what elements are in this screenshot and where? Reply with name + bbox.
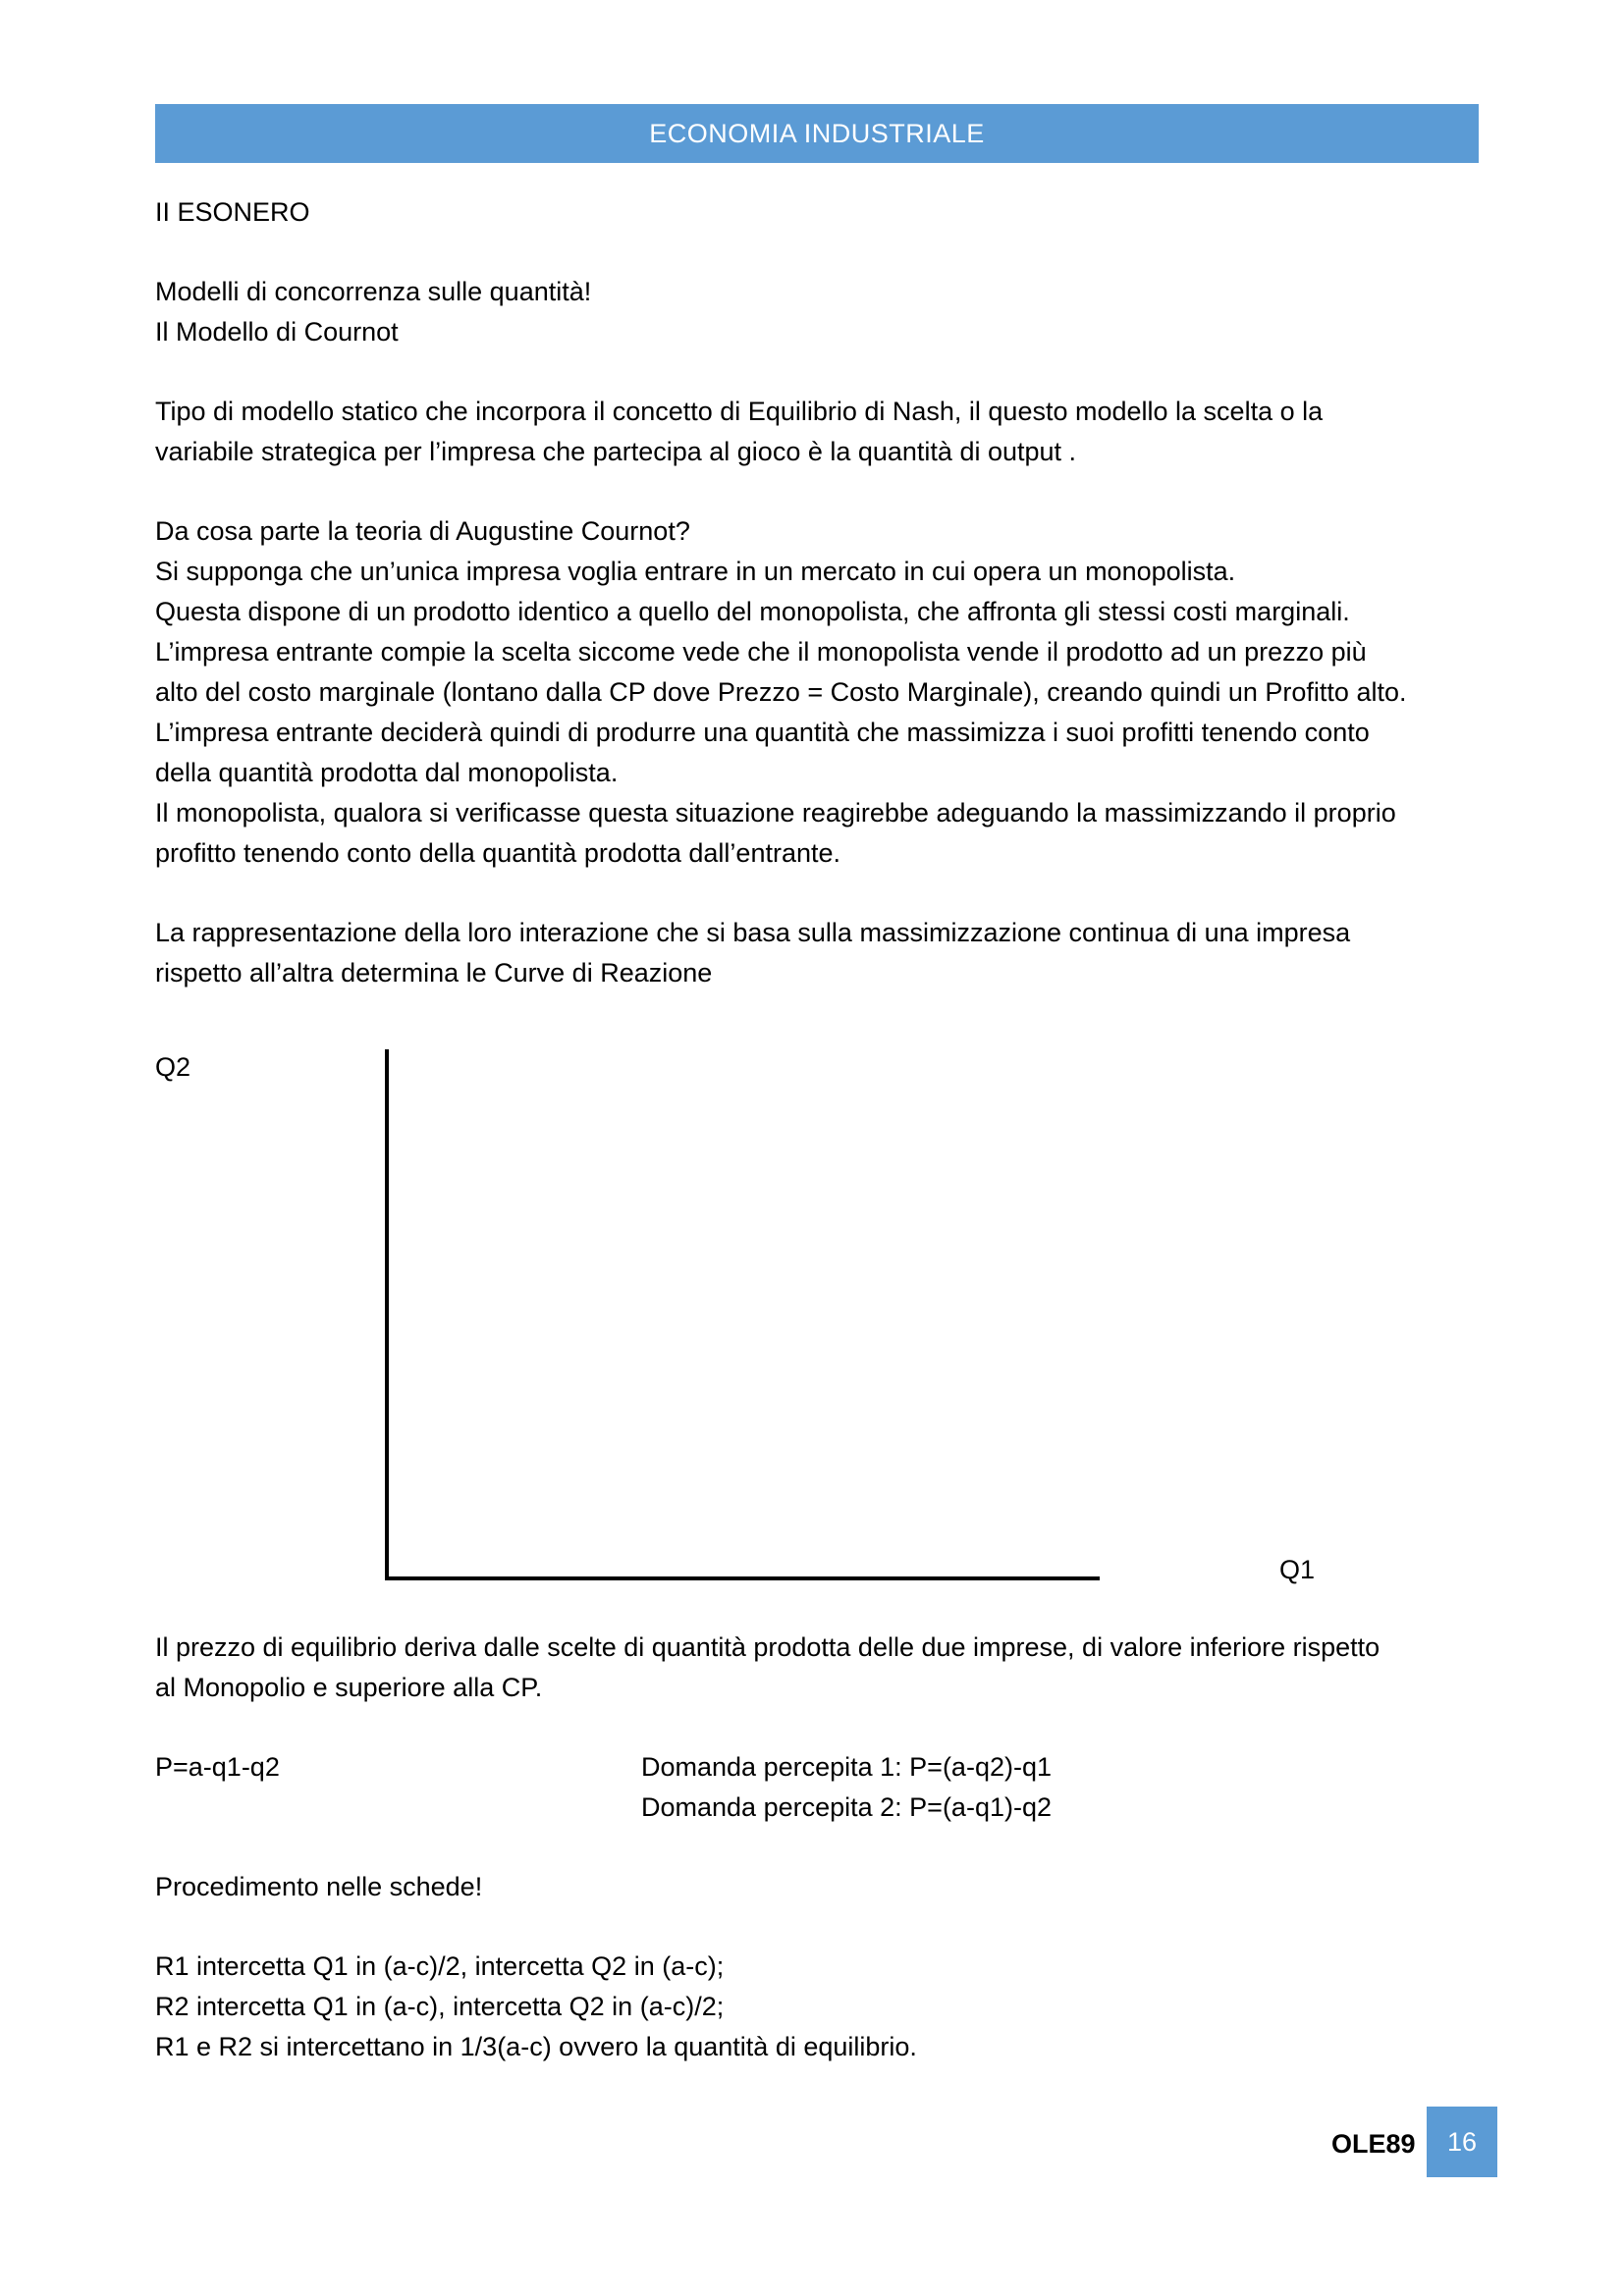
intercept-line: R1 intercetta Q1 in (a-c)/2, intercetta Q2 in (a-c);	[155, 1951, 725, 1981]
theory-line: Si supponga che un’unica impresa voglia entrare in un mercato in cui opera un monopolista.	[155, 557, 1236, 586]
theory-line: alto del costo marginale (lontano dalla CP dove Prezzo = Costo Marginale), creando quindi un Profitto alto.	[155, 677, 1407, 707]
theory-line: L’impresa entrante compie la scelta siccome vede che il monopolista vende il prodotto ad un prezzo più	[155, 637, 1367, 667]
perceived-demand-1: Domanda percepita 1: P=(a-q2)-q1	[641, 1752, 1052, 1782]
intercept-line: R1 e R2 si intercettano in 1/3(a-c) ovvero la quantità di equilibrio.	[155, 2032, 917, 2061]
page-header: ECONOMIA INDUSTRIALE	[155, 104, 1479, 163]
reaction-curve-graph	[155, 993, 1490, 1628]
spacer	[155, 1828, 1490, 1867]
equilibrium-paragraph-line: Il prezzo di equilibrio deriva dalle scelte di quantità prodotta delle due imprese, di valore inferiore rispetto	[155, 1632, 1380, 1662]
model-title: Il Modello di Cournot	[155, 317, 399, 347]
intercept-line: R2 intercetta Q1 in (a-c), intercetta Q2 in (a-c)/2;	[155, 1992, 725, 2021]
theory-line: Da cosa parte la teoria di Augustine Cournot?	[155, 516, 690, 546]
price-formula: P=a-q1-q2	[155, 1752, 280, 1782]
theory-line: della quantità prodotta dal monopolista.	[155, 758, 619, 787]
procedure-note: Procedimento nelle schede!	[155, 1872, 483, 1901]
theory-line: Questa dispone di un prodotto identico a quello del monopolista, che affronta gli stessi costi marginali.	[155, 597, 1350, 626]
spacer	[155, 233, 1490, 272]
footer-brand: OLE89	[1331, 2129, 1416, 2159]
spacer	[155, 1708, 1490, 1747]
section-heading: II ESONERO	[155, 197, 310, 227]
perceived-demand-2: Domanda percepita 2: P=(a-q1)-q2	[641, 1792, 1052, 1822]
spacer	[155, 874, 1490, 913]
theory-line: profitto tenendo conto della quantità prodotta dall’entrante.	[155, 838, 841, 868]
intro-paragraph-line: Tipo di modello statico che incorpora il concetto di Equilibrio di Nash, il questo modello la scelta o la	[155, 397, 1324, 426]
page-content	[155, 192, 1490, 2067]
intro-paragraph-line: variabile strategica per l’impresa che partecipa al gioco è la quantità di output .	[155, 437, 1077, 466]
section-subtitle: Modelli di concorrenza sulle quantità!	[155, 277, 592, 306]
y-axis-line	[385, 1049, 389, 1580]
y-axis-label: Q2	[155, 1052, 191, 1082]
x-axis-line	[385, 1576, 1100, 1580]
x-axis-label: Q1	[1279, 1555, 1316, 1584]
theory-line: Il monopolista, qualora si verificasse questa situazione reagirebbe adeguando la massimizzando il proprio	[155, 798, 1396, 828]
spacer	[155, 352, 1490, 392]
formula-block	[155, 1747, 1490, 1828]
reaction-paragraph-line: rispetto all’altra determina le Curve di Reazione	[155, 958, 713, 988]
spacer	[155, 472, 1490, 511]
theory-line: L’impresa entrante deciderà quindi di produrre una quantità che massimizza i suoi profitti tenendo conto	[155, 718, 1370, 747]
equilibrium-paragraph-line: al Monopolio e superiore alla CP.	[155, 1673, 543, 1702]
spacer	[155, 1907, 1490, 1947]
perceived-demand-list	[641, 1747, 1052, 1828]
page-number: 16	[1427, 2107, 1497, 2177]
reaction-paragraph-line: La rappresentazione della loro interazione che si basa sulla massimizzazione continua di una impresa	[155, 918, 1351, 947]
